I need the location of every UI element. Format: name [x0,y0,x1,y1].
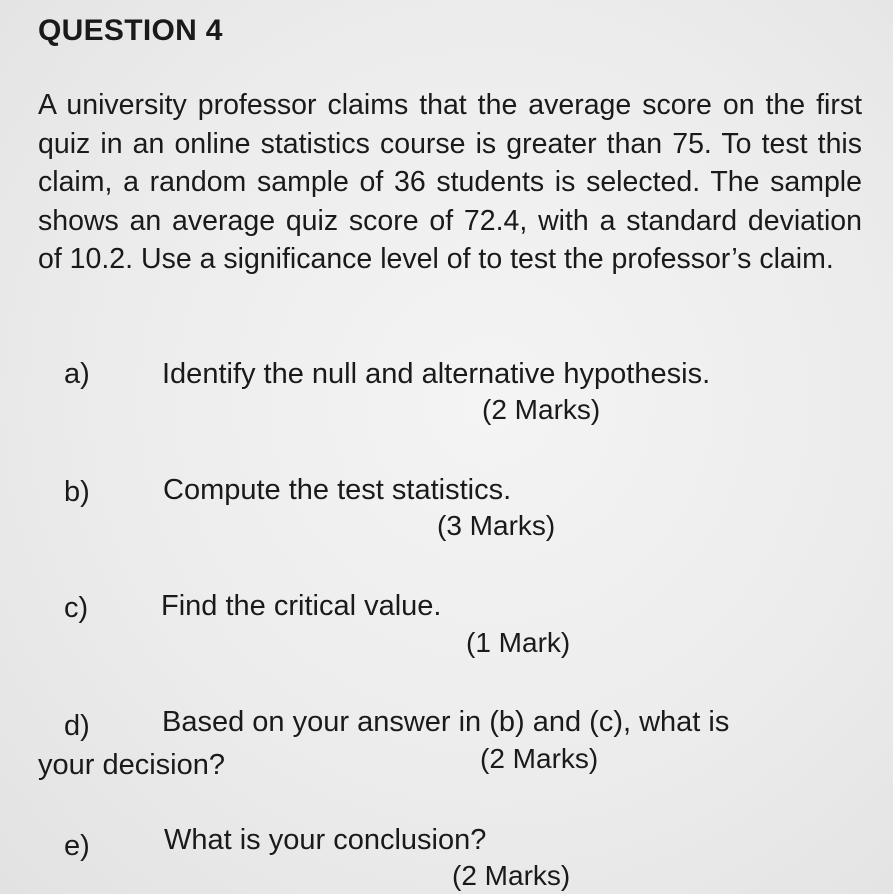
part-a-marks: (2 Marks) [482,394,601,425]
part-c-letter: c) [64,592,89,624]
part-e-letter: e) [64,830,90,862]
part-c-marks: (1 Mark) [466,627,571,658]
part-a-text: Identify the null and alternative hypothesis. [162,358,711,390]
part-b-letter: b) [64,476,90,508]
part-d-letter: d) [64,710,90,742]
part-d-marks: (2 Marks) [480,743,599,774]
part-c-text: Find the critical value. [161,590,442,622]
part-b-marks: (3 Marks) [437,510,556,541]
part-e-text: What is your conclusion? [164,824,487,856]
part-d-text-line2: your decision? [38,749,225,781]
part-b-text: Compute the test statistics. [163,474,512,506]
part-d-text: Based on your answer in (b) and (c), what is [162,706,730,738]
part-e-marks: (2 Marks) [452,860,571,891]
question-intro: A university professor claims that the average score on the first quiz in an online statistics course is greater than 75. To test this claim, a random sample of 36 students is selected. The sample shows an average quiz score of 72.4, with a standard deviation of 10.2. Use a significance level of to test the professor’s claim. [38,89,862,275]
part-a-letter: a) [64,358,90,390]
question-title: QUESTION 4 [38,14,223,47]
